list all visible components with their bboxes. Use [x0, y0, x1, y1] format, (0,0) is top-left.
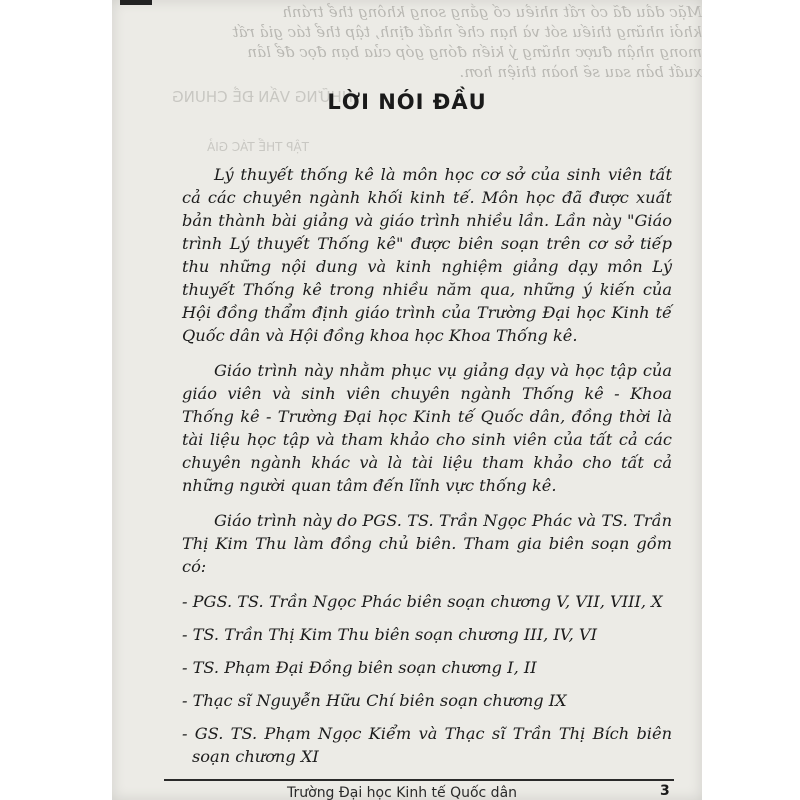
page-number: 3 — [660, 783, 670, 799]
paragraph: Giáo trình này nhằm phục vụ giảng dạy và học tập của giáo viên và sinh viên chuyên ngành Thống kê - Khoa Thống kê - Trường Đại học Kinh tế Quốc dân, đồng thời là tài liệu học tập và tham khảo cho sinh viên của tất cả các chuyên ngành khác và là tài liệu tham khảo cho tất cả những người quan tâm đến lĩnh vực thống kê. — [182, 361, 672, 495]
show-through-line: mong nhận được những ý kiến đóng góp của bạn đọc để lần — [247, 43, 702, 61]
show-through-text — [142, 2, 702, 82]
show-through-line: khỏi những thiếu sót và hạn chế nhất định, tập thể tác giả rất — [232, 23, 702, 41]
show-through-signature: TẬP THỂ TÁC GIẢ — [207, 140, 309, 154]
author-item: - TS. Trần Thị Kim Thu biên soạn chương III, IV, VI — [182, 625, 598, 644]
author-item: - TS. Phạm Đại Đồng biên soạn chương I, II — [182, 658, 537, 677]
paragraph: Giáo trình này do PGS. TS. Trần Ngọc Phác và TS. Trần Thị Kim Thu làm đồng chủ biên. Tham gia biên soạn gồm có: — [182, 511, 672, 576]
show-through-line: xuất bản sau sẽ hoàn thiện hơn. — [459, 63, 702, 81]
author-item: - GS. TS. Phạm Ngọc Kiểm và Thạc sĩ Trần Thị Bích biên soạn chương XI — [182, 724, 672, 766]
footer-text: Trường Đại học Kinh tế Quốc dân — [287, 785, 518, 800]
footer-rule — [164, 779, 674, 781]
preface-body — [182, 163, 672, 778]
author-list — [182, 590, 672, 768]
page-title: LỜI NÓI ĐẦU — [327, 90, 487, 114]
show-through-heading: NHỮNG VẤN ĐỀ CHUNG — [172, 88, 353, 106]
book-page — [112, 0, 702, 800]
paragraph: Lý thuyết thống kê là môn học cơ sở của sinh viên tất cả các chuyên ngành khối kinh tế. Môn học đã được xuất bản thành bài giảng và giáo trình nhiều lần. Lần này "Giáo trình Lý thuyết Thống kê" được biên soạn trên cơ sở tiếp thu những nội dung và kinh nghiệm giảng dạy môn Lý thuyết Thống kê trong nhiều năm qua, những ý kiến của Hội đồng thẩm định giáo trình của Trường Đại học Kinh tế Quốc dân và Hội đồng khoa học Khoa Thống kê. — [182, 165, 672, 345]
show-through-line: Mặc dầu đã có rất nhiều cố gắng song không thể tránh — [282, 3, 702, 21]
author-item: - PGS. TS. Trần Ngọc Phác biên soạn chương V, VII, VIII, X — [182, 592, 663, 611]
author-item: - Thạc sĩ Nguyễn Hữu Chí biên soạn chương IX — [182, 691, 567, 710]
